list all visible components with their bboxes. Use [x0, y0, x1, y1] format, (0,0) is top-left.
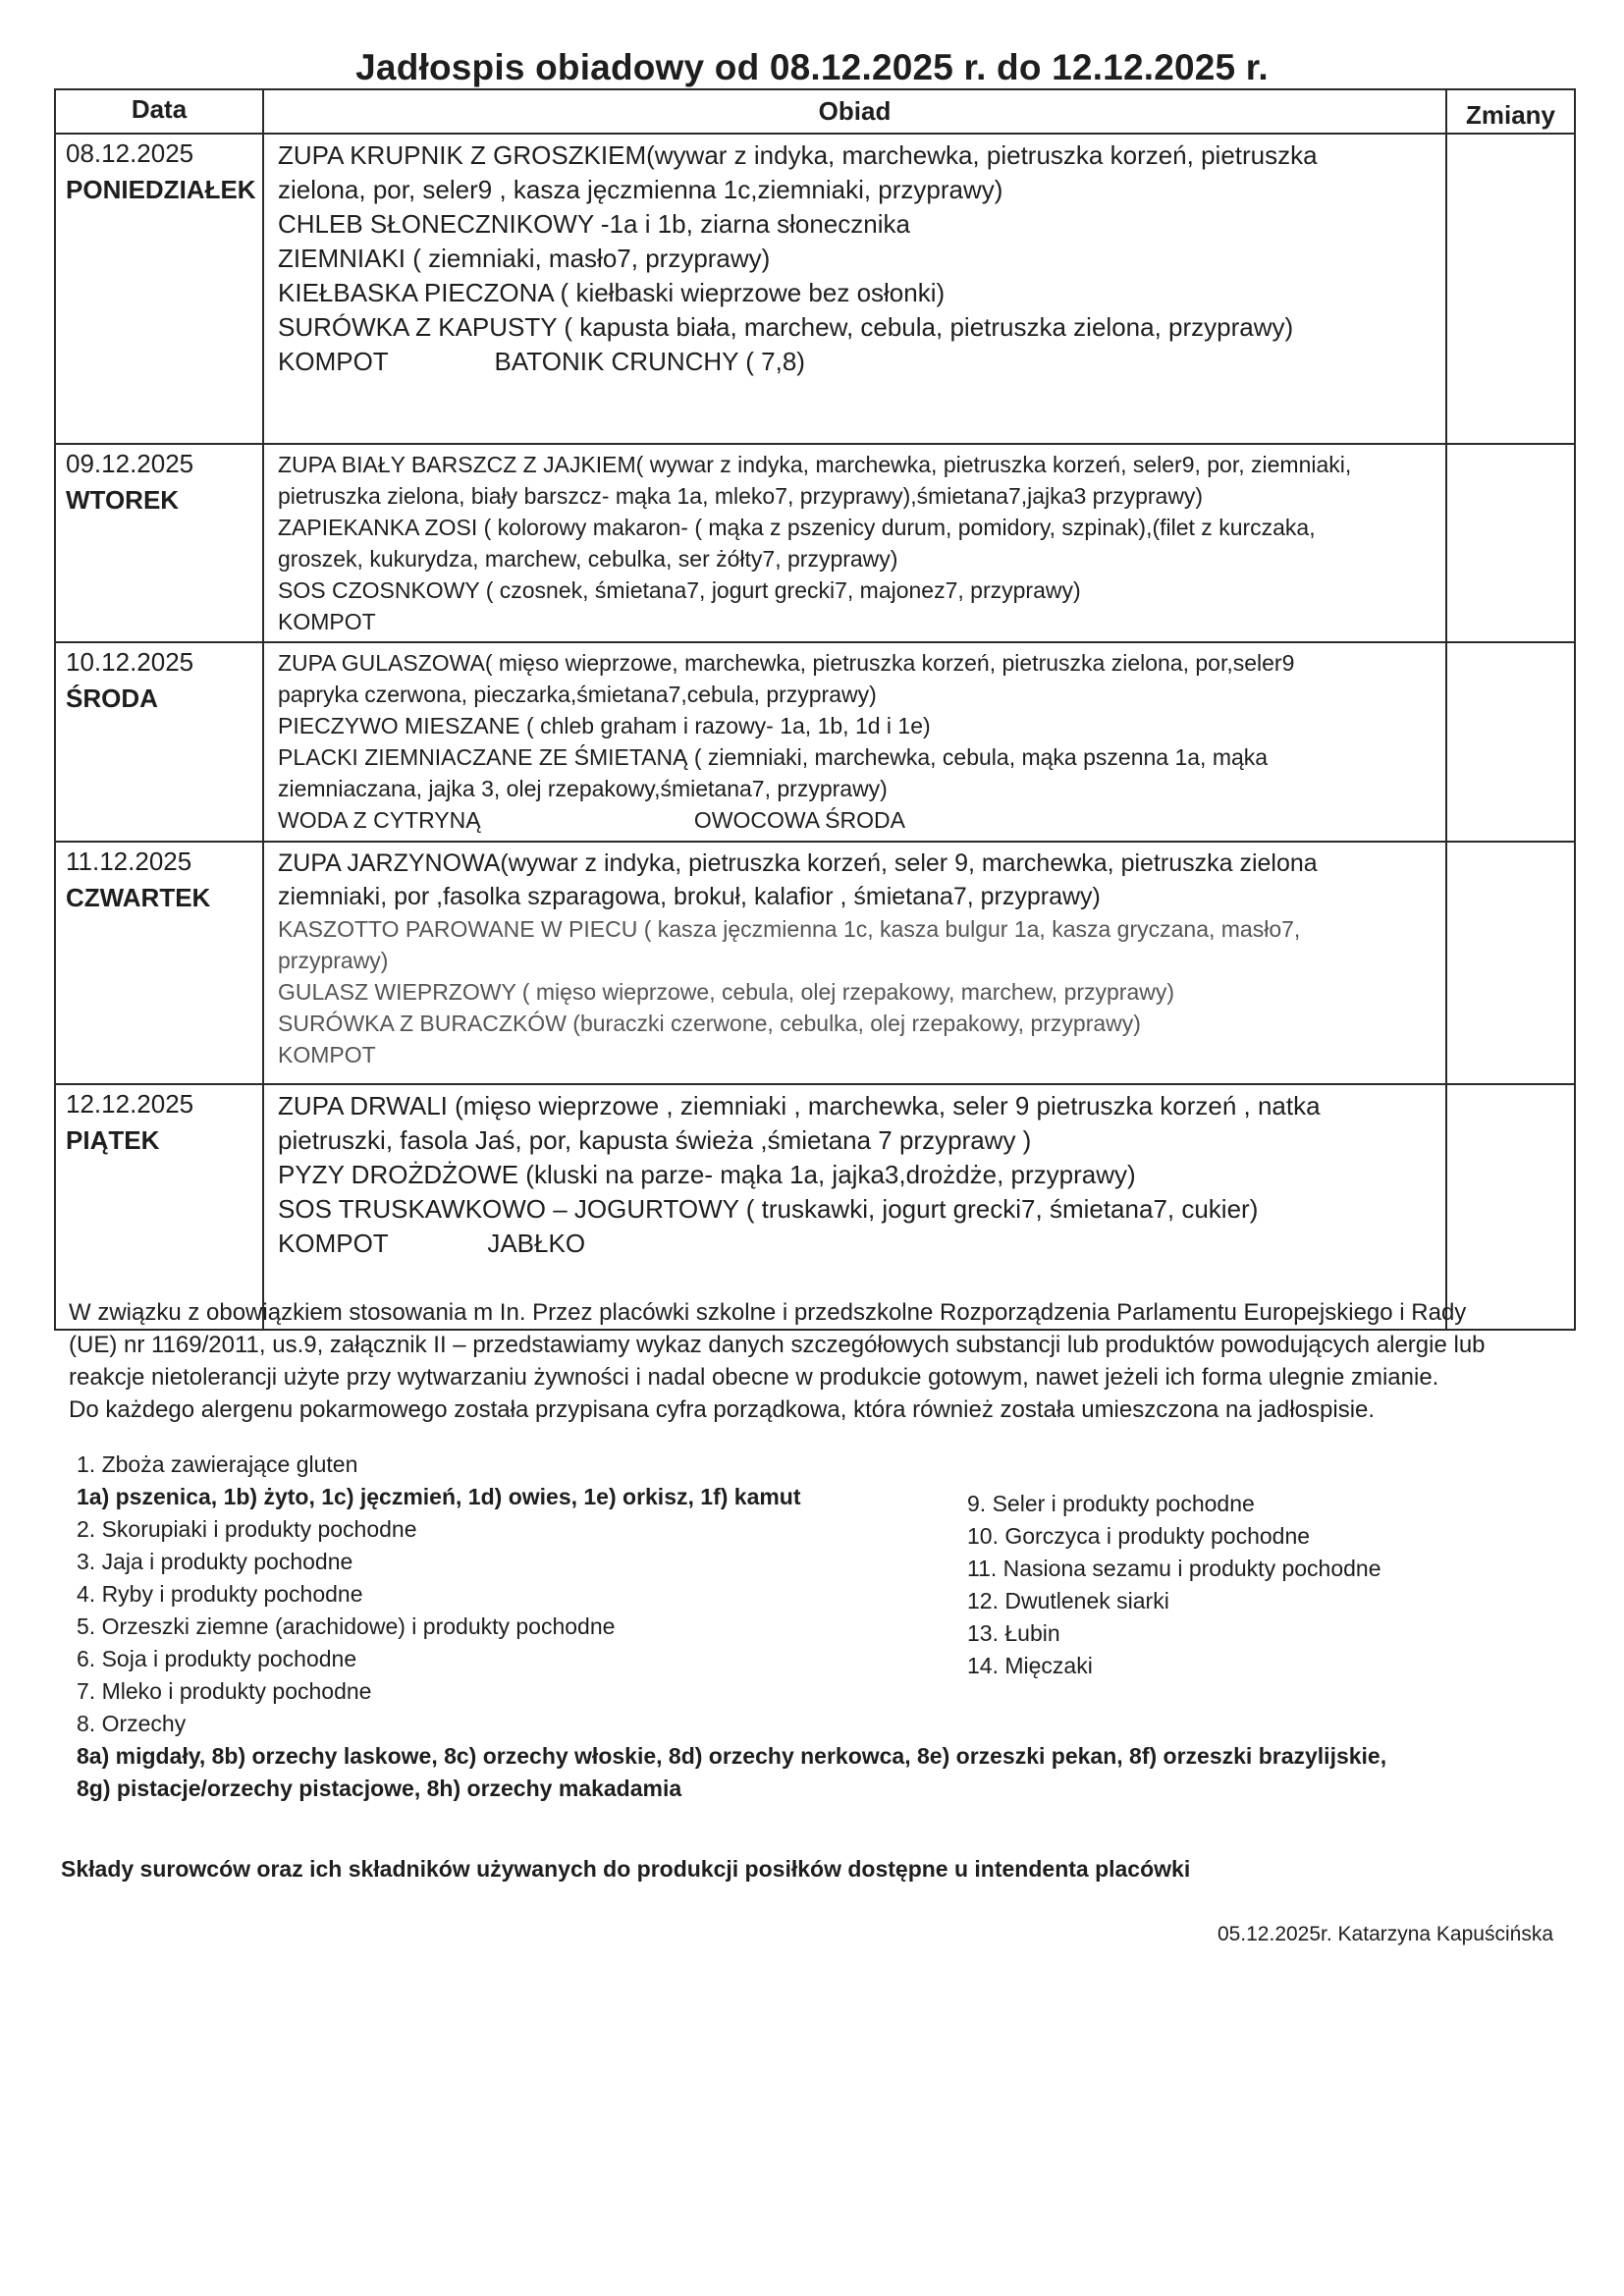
- table-row: [55, 842, 1575, 1084]
- menu-line: WODA Z CYTRYNĄ OWOCOWA ŚRODA: [278, 807, 905, 833]
- footer-note: Składy surowców oraz ich składników używanych do produkcji posiłków dostępne u intendenta placówki: [61, 1856, 1191, 1882]
- info-line: (UE) nr 1169/2011, us.9, załącznik II – przedstawiamy wykaz danych szczegółowych substancji lub produktów powodujących alergie lub: [69, 1332, 1486, 1358]
- menu-line: SOS TRUSKAWKOWO – JOGURTOWY ( truskawki, jogurt grecki7, śmietana7, cukier): [278, 1194, 1259, 1224]
- signature: 05.12.2025r. Katarzyna Kapuścińska: [1217, 1923, 1553, 1945]
- allergen-list-right: [967, 1488, 1381, 1682]
- menu-line: KASZOTTO PAROWANE W PIECU ( kasza jęczmienna 1c, kasza bulgur 1a, kasza gryczana, masło7,: [278, 916, 1301, 942]
- day-weekday: WTOREK: [66, 485, 180, 515]
- changes-cell: [1446, 134, 1575, 444]
- menu-line: ziemniaki, por ,fasolka szparagowa, brokuł, kalafior , śmietana7, przyprawy): [278, 883, 1101, 910]
- allergen-item: 6. Soja i produkty pochodne: [77, 1646, 357, 1671]
- menu-line: CHLEB SŁONECZNIKOWY -1a i 1b, ziarna słonecznika: [278, 209, 910, 239]
- allergen-item: 10. Gorczyca i produkty pochodne: [967, 1523, 1311, 1549]
- menu-line: ZUPA DRWALI (mięso wieprzowe , ziemniaki , marchewka, seler 9 pietruszka korzeń , natka: [278, 1091, 1321, 1121]
- day-date: 12.12.2025: [66, 1089, 194, 1119]
- table-row: [55, 1084, 1575, 1330]
- menu-line: zielona, por, seler9 , kasza jęczmienna 1c,ziemniaki, przyprawy): [278, 175, 1003, 204]
- menu-line: ZUPA GULASZOWA( mięso wieprzowe, marchewka, pietruszka korzeń, pietruszka zielona, por,seler9: [278, 650, 1295, 676]
- header-date: Data: [55, 89, 263, 134]
- day-date: 10.12.2025: [66, 647, 194, 677]
- allergen-item: 9. Seler i produkty pochodne: [967, 1491, 1255, 1516]
- header-meal: Obiad: [263, 89, 1446, 134]
- allergen-item: 8g) pistacje/orzechy pistacjowe, 8h) orzechy makadamia: [77, 1776, 682, 1801]
- day-date: 11.12.2025: [66, 847, 192, 876]
- allergen-item: 1a) pszenica, 1b) żyto, 1c) jęczmień, 1d) owies, 1e) orkisz, 1f) kamut: [77, 1484, 801, 1509]
- menu-line: papryka czerwona, pieczarka,śmietana7,cebula, przyprawy): [278, 682, 877, 707]
- menu-line: PYZY DROŻDŻOWE (kluski na parze- mąka 1a, jajka3,drożdże, przyprawy): [278, 1160, 1136, 1189]
- menu-line: KOMPOT BATONIK CRUNCHY ( 7,8): [278, 347, 805, 376]
- changes-cell: [1446, 444, 1575, 642]
- menu-line: KOMPOT: [278, 609, 376, 634]
- day-weekday: PONIEDZIAŁEK: [66, 175, 256, 204]
- menu-line: ZUPA JARZYNOWA(wywar z indyka, pietruszka korzeń, seler 9, marchewka, pietruszka zielona: [278, 849, 1318, 877]
- menu-line: pietruszki, fasola Jaś, por, kapusta świeża ,śmietana 7 przyprawy ): [278, 1125, 1032, 1155]
- table-row: [55, 642, 1575, 842]
- info-line: reakcje nietolerancji użyte przy wytwarzaniu żywności i nadal obecne w produkcie gotowym, nawet jeżeli ich forma ulegnie zmianie.: [69, 1364, 1439, 1391]
- menu-line: KOMPOT: [278, 1042, 376, 1067]
- day-weekday: CZWARTEK: [66, 883, 211, 912]
- allergen-item: 14. Mięczaki: [967, 1653, 1093, 1678]
- menu-line: SURÓWKA Z KAPUSTY ( kapusta biała, marchew, cebula, pietruszka zielona, przyprawy): [278, 312, 1294, 342]
- day-weekday: PIĄTEK: [66, 1125, 160, 1155]
- page-title: Jadłospis obiadowy od 08.12.2025 r. do 12.12.2025 r.: [355, 47, 1269, 87]
- changes-cell: [1446, 842, 1575, 1084]
- menu-line: SOS CZOSNKOWY ( czosnek, śmietana7, jogurt grecki7, majonez7, przyprawy): [278, 577, 1081, 603]
- allergen-info-paragraph: [69, 1296, 1581, 1426]
- menu-line: pietruszka zielona, biały barszcz- mąka 1a, mleko7, przyprawy),śmietana7,jajka3 przyprawy): [278, 483, 1204, 509]
- menu-line: PLACKI ZIEMNIACZANE ZE ŚMIETANĄ ( ziemniaki, marchewka, cebula, mąka pszenna 1a, mąka: [278, 744, 1269, 770]
- menu-line: KIEŁBASKA PIECZONA ( kiełbaski wieprzowe bez osłonki): [278, 278, 946, 307]
- menu-line: ziemniaczana, jajka 3, olej rzepakowy,śmietana7, przyprawy): [278, 776, 888, 801]
- allergen-item: 8a) migdały, 8b) orzechy laskowe, 8c) orzechy włoskie, 8d) orzechy nerkowca, 8e) orzeszki pekan, 8f) orzeszki brazylijskie,: [77, 1743, 1387, 1769]
- info-line: W związku z obowiązkiem stosowania m In. Przez placówki szkolne i przedszkolne Rozporządzenia Parlamentu Europejskiego i Rady: [69, 1299, 1467, 1326]
- day-weekday: ŚRODA: [66, 683, 158, 713]
- menu-line: ZIEMNIAKI ( ziemniaki, masło7, przyprawy): [278, 244, 771, 273]
- header-changes: Zmiany: [1446, 89, 1575, 134]
- menu-table: [54, 88, 1576, 1331]
- allergen-item: 8. Orzechy: [77, 1711, 187, 1736]
- menu-line: groszek, kukurydza, marchew, cebulka, ser żółty7, przyprawy): [278, 546, 898, 572]
- day-date: 09.12.2025: [66, 449, 194, 478]
- menu-line: ZUPA BIAŁY BARSZCZ Z JAJKIEM( wywar z indyka, marchewka, pietruszka korzeń, seler9, por, ziemniaki,: [278, 452, 1352, 477]
- table-row: [55, 444, 1575, 642]
- menu-line: ZUPA KRUPNIK Z GROSZKIEM(wywar z indyka, marchewka, pietruszka korzeń, pietruszka: [278, 140, 1318, 170]
- allergen-item: 13. Łubin: [967, 1620, 1060, 1646]
- menu-line: PIECZYWO MIESZANE ( chleb graham i razowy- 1a, 1b, 1d i 1e): [278, 713, 931, 738]
- menu-line: KOMPOT JABŁKO: [278, 1229, 586, 1258]
- menu-line: ZAPIEKANKA ZOSI ( kolorowy makaron- ( mąka z pszenicy durum, pomidory, szpinak),(filet z kurczaka,: [278, 515, 1316, 540]
- allergen-item: 1. Zboża zawierające gluten: [77, 1451, 358, 1477]
- menu-line: GULASZ WIEPRZOWY ( mięso wieprzowe, cebula, olej rzepakowy, marchew, przyprawy): [278, 979, 1175, 1005]
- changes-cell: [1446, 642, 1575, 842]
- menu-line: przyprawy): [278, 948, 389, 973]
- day-date: 08.12.2025: [66, 138, 194, 168]
- menu-line: SURÓWKA Z BURACZKÓW (buraczki czerwone, cebulka, olej rzepakowy, przyprawy): [278, 1011, 1141, 1036]
- table-row: [55, 134, 1575, 444]
- allergen-item: 3. Jaja i produkty pochodne: [77, 1549, 353, 1574]
- allergen-item: 5. Orzeszki ziemne (arachidowe) i produkty pochodne: [77, 1613, 616, 1639]
- allergen-item: 7. Mleko i produkty pochodne: [77, 1678, 372, 1704]
- allergen-item: 4. Ryby i produkty pochodne: [77, 1581, 363, 1607]
- changes-cell: [1446, 1084, 1575, 1330]
- allergen-item: 11. Nasiona sezamu i produkty pochodne: [967, 1556, 1381, 1581]
- allergen-item: 2. Skorupiaki i produkty pochodne: [77, 1516, 417, 1542]
- allergen-item: 12. Dwutlenek siarki: [967, 1588, 1169, 1613]
- info-line: Do każdego alergenu pokarmowego została przypisana cyfra porządkowa, która również została umieszczona na jadłospisie.: [69, 1396, 1376, 1423]
